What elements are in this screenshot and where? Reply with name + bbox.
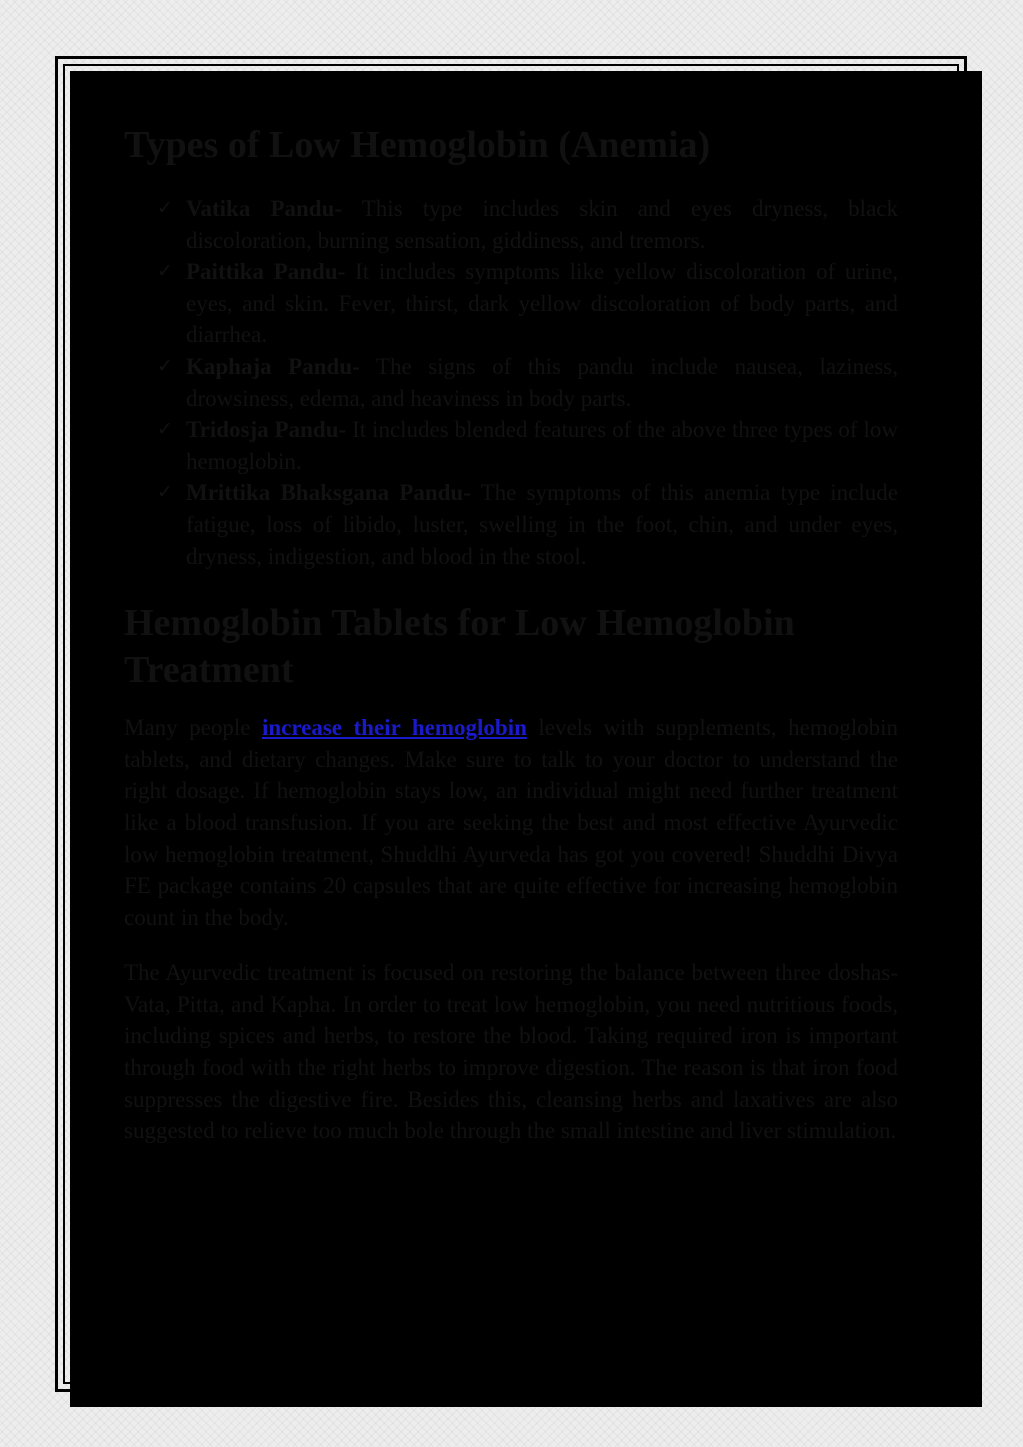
heading-types-of-anemia: Types of Low Hemoglobin (Anemia) bbox=[124, 124, 711, 166]
list-item bbox=[157, 351, 898, 414]
check-mark-icon: ✓ bbox=[157, 354, 173, 377]
increase-hemoglobin-link[interactable]: increase their hemoglobin bbox=[261, 715, 527, 741]
anemia-types-list bbox=[124, 193, 898, 572]
check-mark-icon: ✓ bbox=[157, 260, 173, 283]
heading-hemoglobin-tablets: Hemoglobin Tablets for Low Hemoglobin Treatment bbox=[124, 602, 795, 692]
document-content bbox=[124, 122, 898, 1147]
check-mark-icon: ✓ bbox=[157, 197, 173, 219]
list-item bbox=[157, 193, 898, 256]
list-item-text: This type includes skin and eyes dryness, black discoloration, burning sensation, giddiness, and tremors. bbox=[186, 196, 898, 253]
list-item bbox=[157, 256, 898, 351]
paragraph-text: Many people bbox=[124, 715, 262, 741]
check-mark-icon: ✓ bbox=[157, 481, 173, 504]
check-mark-icon: ✓ bbox=[157, 418, 173, 441]
list-item-text: It includes symptoms like yellow discoloration of urine, eyes, and skin. Fever, thirst, dark yellow discoloration of body parts, and diarrhea. bbox=[186, 259, 898, 348]
list-item-term: Paittika Pandu- bbox=[186, 259, 346, 285]
list-item bbox=[157, 477, 898, 572]
paragraph-text: levels with supplements, hemoglobin tablets, and dietary changes. Make sure to talk to your doctor to understand the right dosage. If hemoglobin stays low, an individual might need further treatment like a blood transfusion. If you are seeking the best and most effective Ayurvedic low hemoglobin treatment, Shuddhi Ayurveda has got you covered! Shuddhi Divya FE package contains 20 capsules that are quite effective for increasing hemoglobin count in the body. bbox=[124, 715, 899, 930]
paragraph-supplements bbox=[124, 712, 898, 933]
list-item-term: Mrittika Bhaksgana Pandu- bbox=[186, 480, 471, 506]
list-item-term: Kaphaja Pandu- bbox=[186, 353, 360, 379]
list-item-term: Vatika Pandu- bbox=[186, 196, 343, 221]
list-item-term: Tridosja Pandu- bbox=[186, 417, 347, 443]
list-item-text: The signs of this pandu include nausea, laziness, drowsiness, edema, and heaviness in body parts. bbox=[186, 353, 898, 411]
paragraph-ayurvedic-treatment: The Ayurvedic treatment is focused on restoring the balance between three doshas- Vata, Pitta, and Kapha. In order to treat low hemoglobin, you need nutritious foods, including spices and herbs, to restore the blood. Taking required iron is important through food with the right herbs to improve digestion. The reason is that iron food suppresses the digestive fire. Besides this, cleansing herbs and laxatives are also suggested to relieve too much bole through the small intestine and liver stimulation. bbox=[124, 960, 898, 1144]
list-item-text: The symptoms of this anemia type include fatigue, loss of libido, luster, swelling in the foot, chin, and under eyes, dryness, indigestion, and blood in the stool. bbox=[186, 480, 898, 569]
list-item bbox=[157, 414, 899, 477]
list-item-text: It includes blended features of the above three types of low hemoglobin. bbox=[186, 417, 899, 474]
